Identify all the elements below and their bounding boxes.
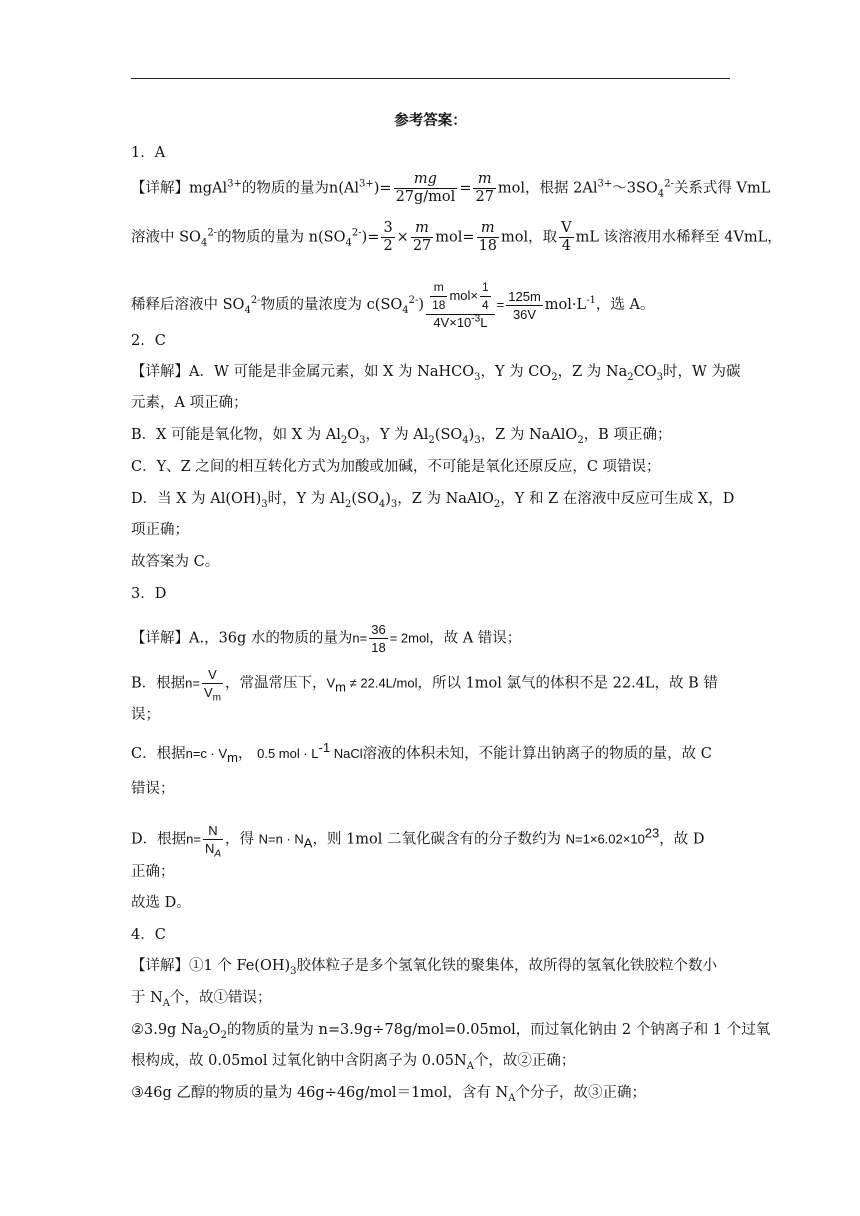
q3-line-4: C．根据$n=c \cdot V_m$， 0.5 mol · $L^{-1}$ NaCl溶液的体积未知，不能计算出钠离子的物质的量，故 C [131, 740, 712, 765]
q2-line-6: 项正确； [131, 522, 189, 538]
page-title: 参考答案： [394, 112, 467, 129]
complex-fraction: $\frac{m}{18}$ mol× $\frac{1}{4}$ $4V\times 10^{-3}L$ [426, 279, 495, 331]
q3-line-3: 误； [131, 707, 160, 723]
q2-line-2: 元素，A 项正确； [131, 395, 248, 411]
q2-line-3: B．X 可能是氧化物，如 X 为 $Al_2O_3$，Y 为 $Al_2(SO_4)_3$，Z 为 NaAlO$_2$，B 项正确； [131, 427, 672, 446]
fraction: $\frac{m}{18}$ [478, 220, 498, 254]
q4-line-1: 【详解】①1 个 $Fe(OH)_3$胶体粒子是多个氢氧化铁的聚集体，故所得的氢氧化铁胶粒个数小 [131, 958, 718, 977]
q4-line-2: 于 $N_A$个，故①错误； [131, 990, 272, 1009]
q2-line-4: C．Y、Z 之间的相互转化方式为加酸或加碱，不可能是氧化还原反应，C 项错误； [131, 459, 661, 475]
q2-answer: 2．C [131, 333, 166, 349]
q4-line-4: 根构成，故 0.05mol 过氧化钠中含阴离子为 $0.05N_A$个，故②正确； [131, 1053, 576, 1072]
fraction: $\frac{V}{4}$ [561, 220, 572, 254]
fraction: $\frac{V}{V_m}$ [203, 667, 221, 704]
fraction: $\frac{36}{18}$ [371, 622, 386, 655]
q1-line-3: 稀释后溶液中 $SO_4^{2-}$物质的量浓度为 $c(SO_4^{2-})$ $\frac{m}{18}$ mol× $\frac{1}{4}$ $4V\times 10^{-3}L$ = $\frac{125m}{36V}$ $mol\cdot L^{-1}$，选 A。 [131, 280, 655, 330]
q1-line-1: 【详解】mgAl$^{3+}$的物质的量为$n(Al^{3+})=$ $\frac{mg}{\text{27g/mol}}$ = $\frac{m}{27}$ mol，根据 $2Al^{3+}\sim 3SO_4^{2-}$关系式得 VmL [131, 171, 771, 205]
q2-line-7: 故答案为 C。 [131, 554, 220, 570]
fraction: $\frac{mg}{\text{27g/mol}}$ [395, 171, 456, 205]
q1-line-2: 溶液中 $SO_4^{2-}$的物质的量为 $n(SO_4^{2-})=$ $\frac{3}{2}$ × $\frac{m}{27}$ mol= $\frac{m}{18}$ mol，取 $\frac{V}{4}$ mL 该溶液用水稀释至 4VmL， [131, 220, 782, 254]
fraction: $\frac{3}{2}$ [383, 220, 393, 254]
fraction: $\frac{N}{N_A}$ [204, 823, 222, 860]
q3-line-8: 故选 D。 [131, 895, 191, 911]
q1-answer: 1．A [131, 145, 166, 161]
q3-line-1: 【详解】A.，36g 水的物质的量为n= $\frac{36}{18}$ = 2mol，故 A 错误； [131, 622, 522, 655]
q2-line-5: D．当 X 为 $Al(OH)_3$时，Y 为 $Al_2(SO_4)_3$，Z 为 NaAlO$_2$，Y 和 Z 在溶液中反应可生成 X，D [131, 491, 735, 510]
q3-line-5: 错误； [131, 781, 175, 797]
fraction: $\frac{m}{27}$ [412, 220, 432, 254]
q2-line-1: 【详解】A．W 可能是非金属元素，如 X 为 NaHCO$_3$，Y 为 $CO_2$，Z 为 $Na_2CO_3$时，W 为碳 [131, 364, 741, 383]
q3-line-2: B．根据n= $\frac{V}{V_m}$ ，常温常压下，$V_m \ne 22.4L/mol$，所以 1mol 氯气的体积不是 22.4L，故 B 错 [131, 667, 718, 704]
q3-line-7: 正确； [131, 864, 175, 880]
header-rule [131, 78, 730, 79]
q4-line-3: ②3.9g $Na_2O_2$的物质的量为 n=3.9g÷78g/mol=0.05mol，而过氧化钠由 2 个钠离子和 1 个过氧 [131, 1022, 771, 1041]
fraction: $\frac{m}{27}$ [475, 171, 494, 205]
q4-answer: 4．C [131, 927, 166, 943]
q4-line-5: ③46g 乙醇的物质的量为 46g÷46g/mol＝1mol，含有 $N_A$个分子，故③正确； [131, 1085, 646, 1104]
fraction: $\frac{125m}{36V}$ [508, 288, 541, 322]
q3-answer: 3．D [131, 586, 167, 602]
q3-line-6: D．根据n= $\frac{N}{N_A}$ ，得 $N=n \cdot N_A$，则 1mol 二氧化碳含有的分子数约为 $N=1\times 6.02\times 10^{23}$，故 D [131, 823, 705, 860]
